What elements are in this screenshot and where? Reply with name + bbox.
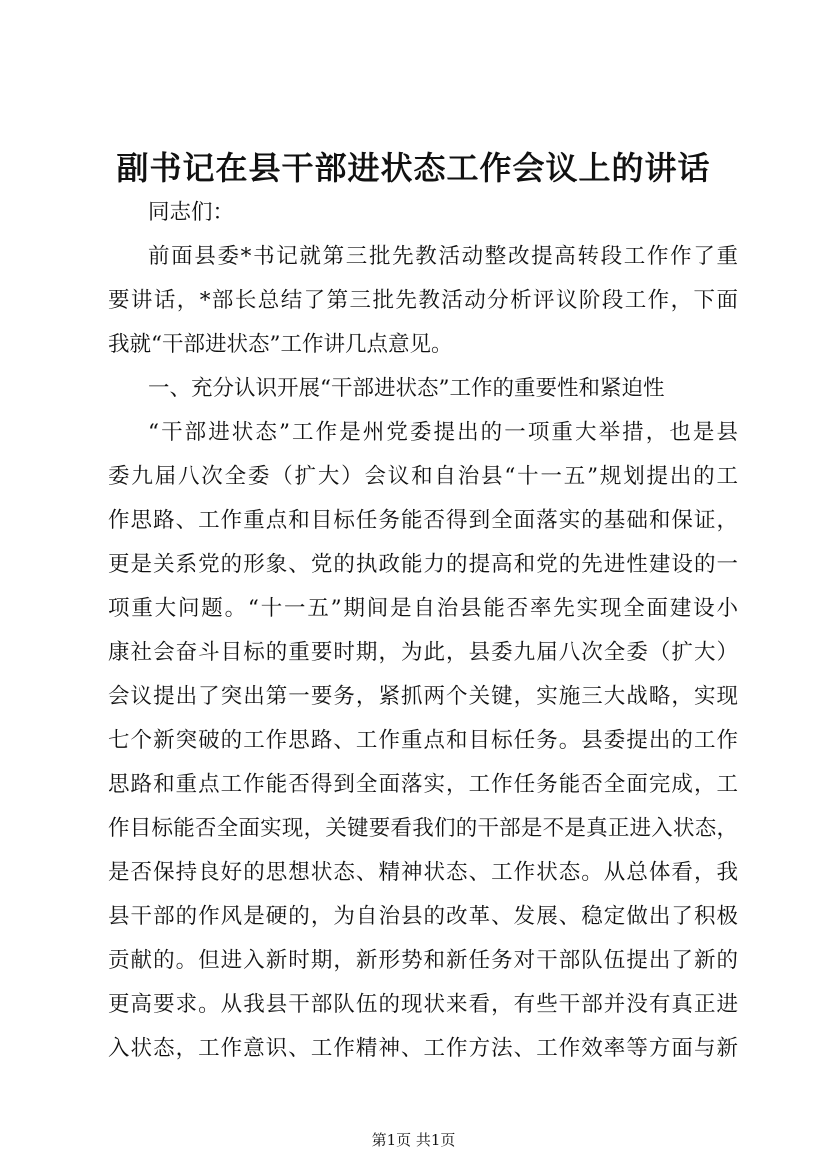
paragraph-line: 委九届八次全委（扩大）会议和自治县“十一五”规划提出的工 [108, 464, 738, 489]
paragraph-line: 作目标能否全面实现，关键要看我们的干部是不是真正进入状态， [108, 816, 738, 841]
paragraph-line: 更是关系党的形象、党的执政能力的提高和党的先进性建设的一 [108, 552, 738, 577]
paragraph-line: 作思路、工作重点和目标任务能否得到全面落实的基础和保证， [108, 508, 738, 533]
paragraph-line: 会议提出了突出第一要务，紧抓两个关键，实施三大战略，实现 [108, 684, 738, 709]
paragraph-line: 更高要求。从我县干部队伍的现状来看，有些干部并没有真正进 [108, 992, 738, 1017]
paragraph-line: 七个新突破的工作思路、工作重点和目标任务。县委提出的工作 [108, 728, 738, 753]
page-footer: 第1页 共1页 [371, 1131, 456, 1149]
paragraph-line: 前面县委*书记就第三批先教活动整改提高转段工作作了重 [148, 244, 738, 269]
document-title: 副书记在县干部进状态工作会议上的讲话 [116, 149, 711, 187]
paragraph-line: 康社会奋斗目标的重要时期，为此，县委九届八次全委（扩大） [108, 640, 738, 665]
paragraph-line: 我就“干部进状态”工作讲几点意见。 [108, 332, 453, 357]
section-heading: 一、充分认识开展“干部进状态”工作的重要性和紧迫性 [148, 376, 665, 401]
paragraph-line: “干部进状态”工作是州党委提出的一项重大举措，也是县 [148, 420, 738, 445]
paragraph-line: 是否保持良好的思想状态、精神状态、工作状态。从总体看，我 [108, 860, 738, 885]
paragraph-line: 入状态，工作意识、工作精神、工作方法、工作效率等方面与新 [108, 1036, 738, 1061]
paragraph-line: 贡献的。但进入新时期，新形势和新任务对干部队伍提出了新的 [108, 948, 738, 973]
paragraph-line: 县干部的作风是硬的，为自治县的改革、发展、稳定做出了积极 [108, 904, 738, 929]
paragraph-line: 要讲话，*部长总结了第三批先教活动分析评议阶段工作，下面 [108, 288, 738, 313]
paragraph-line: 项重大问题。“十一五”期间是自治县能否率先实现全面建设小 [108, 596, 738, 621]
salutation: 同志们： [148, 200, 235, 225]
paragraph-line: 思路和重点工作能否得到全面落实，工作任务能否全面完成，工 [108, 772, 738, 797]
